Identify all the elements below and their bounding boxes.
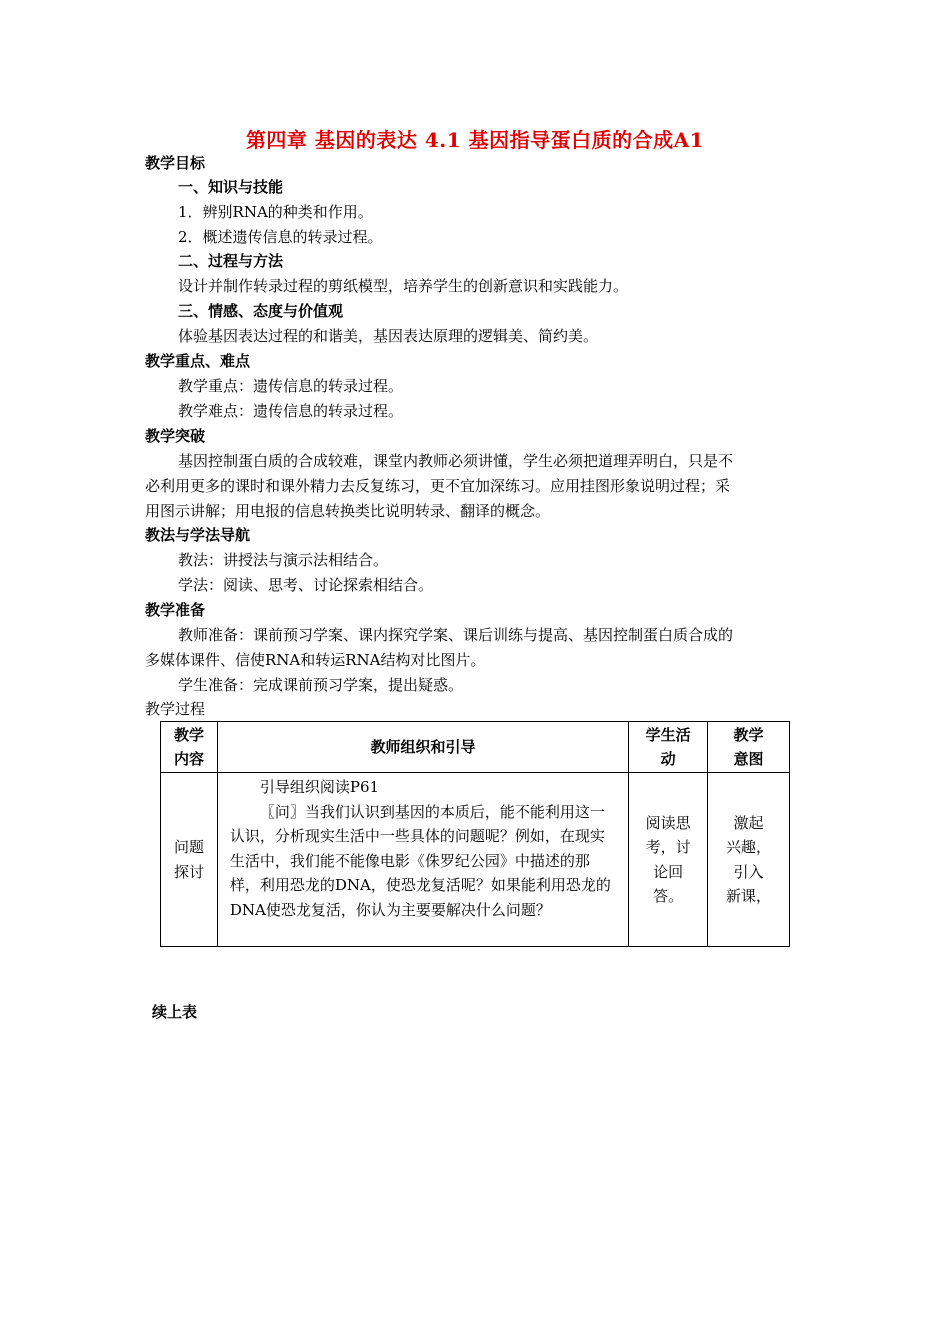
breakthrough-line: 用图示讲解；用电报的信息转换类比说明转录、翻译的概念。	[145, 502, 551, 520]
header-content-line: 内容	[173, 750, 204, 768]
methods-heading: 教法与学法导航	[145, 526, 251, 544]
teaching-method: 教法：讲授法与演示法相结合。	[178, 551, 389, 569]
row-intent-line: 兴趣，	[726, 838, 772, 856]
row-intent-line: 新课，	[726, 887, 772, 905]
header-activity	[629, 722, 708, 773]
row-content	[161, 773, 218, 947]
process-text: 设计并制作转录过程的剪纸模型，培养学生的创新意识和实践能力。	[178, 277, 629, 295]
row-guide	[217, 773, 628, 947]
header-content-line: 教学	[173, 725, 204, 744]
row-intent-line: 激起	[733, 813, 764, 832]
teacher-preparation-line: 教师准备：课前预习学案、课内探究学案、课后训练与提高、基因控制蛋白质合成的	[178, 626, 734, 644]
knowledge-item-2: 2．概述遗传信息的转录过程。	[178, 228, 383, 246]
key-focus: 教学重点：遗传信息的转录过程。	[178, 377, 404, 395]
student-preparation: 学生准备：完成课前预习学案，提出疑惑。	[178, 676, 464, 694]
header-intent-line: 意图	[733, 750, 764, 768]
row-content-line: 问题	[173, 838, 204, 856]
objectives-heading: 教学目标	[145, 154, 206, 172]
emotion-text: 体验基因表达过程的和谐美，基因表达原理的逻辑美、简约美。	[178, 327, 599, 345]
header-guide: 教师组织和引导	[217, 722, 628, 773]
preparation-heading: 教学准备	[145, 601, 206, 619]
row-activity	[629, 773, 708, 947]
row-intent-line: 引入	[733, 862, 764, 881]
header-intent	[708, 722, 790, 773]
row-activity-line: 答。	[653, 887, 684, 905]
process-label: 教学过程	[145, 700, 206, 718]
continued-label: 续上表	[152, 1003, 198, 1021]
row-content-line: 探讨	[173, 862, 204, 881]
table-row	[161, 773, 790, 947]
breakthrough-line: 基因控制蛋白质的合成较难，课堂内教师必须讲懂，学生必须把道理弄明白，只是不	[178, 452, 734, 470]
knowledge-heading: 一、知识与技能	[178, 178, 284, 196]
row-activity-line: 考，讨	[645, 838, 691, 856]
row-activity-line: 阅读思	[645, 813, 691, 832]
key-points-heading: 教学重点、难点	[145, 352, 251, 370]
process-heading: 二、过程与方法	[178, 252, 284, 270]
learning-method: 学法：阅读、思考、讨论探索相结合。	[178, 576, 434, 594]
document-title: 第四章 基因的表达 4.1 基因指导蛋白质的合成A1	[245, 128, 705, 152]
knowledge-item-1: 1．辨别RNA的种类和作用。	[178, 203, 373, 221]
header-intent-line: 教学	[733, 725, 764, 744]
teaching-process-table	[160, 721, 790, 947]
header-content	[161, 722, 218, 773]
guide-intro: 引导组织阅读P61	[259, 778, 380, 796]
breakthrough-heading: 教学突破	[145, 427, 206, 445]
breakthrough-line: 必利用更多的课时和课外精力去反复练习，更不宜加深练习。应用挂图形象说明过程；采	[145, 477, 731, 495]
row-activity-line: 论回	[653, 862, 684, 881]
emotion-heading: 三、情感、态度与价值观	[178, 302, 344, 320]
key-difficulty: 教学难点：遗传信息的转录过程。	[178, 402, 404, 420]
row-intent	[708, 773, 790, 947]
guide-question: 〖问〗当我们认识到基因的本质后，能不能利用这一认识，分析现实生活中一些具体的问题呢？例如，在现实生活中，我们能不能像电影《侏罗纪公园》中描述的那样，利用恐龙的DNA，使恐龙复活呢？如果能利用恐龙的DNA使恐龙复活，你认为主要要解决什么问题？	[229, 802, 611, 919]
teacher-preparation-line: 多媒体课件、信使RNA和转运RNA结构对比图片。	[145, 651, 486, 669]
header-activity-line: 学生活	[645, 725, 691, 744]
header-activity-line: 动	[660, 750, 676, 768]
table-header-row	[161, 722, 790, 773]
